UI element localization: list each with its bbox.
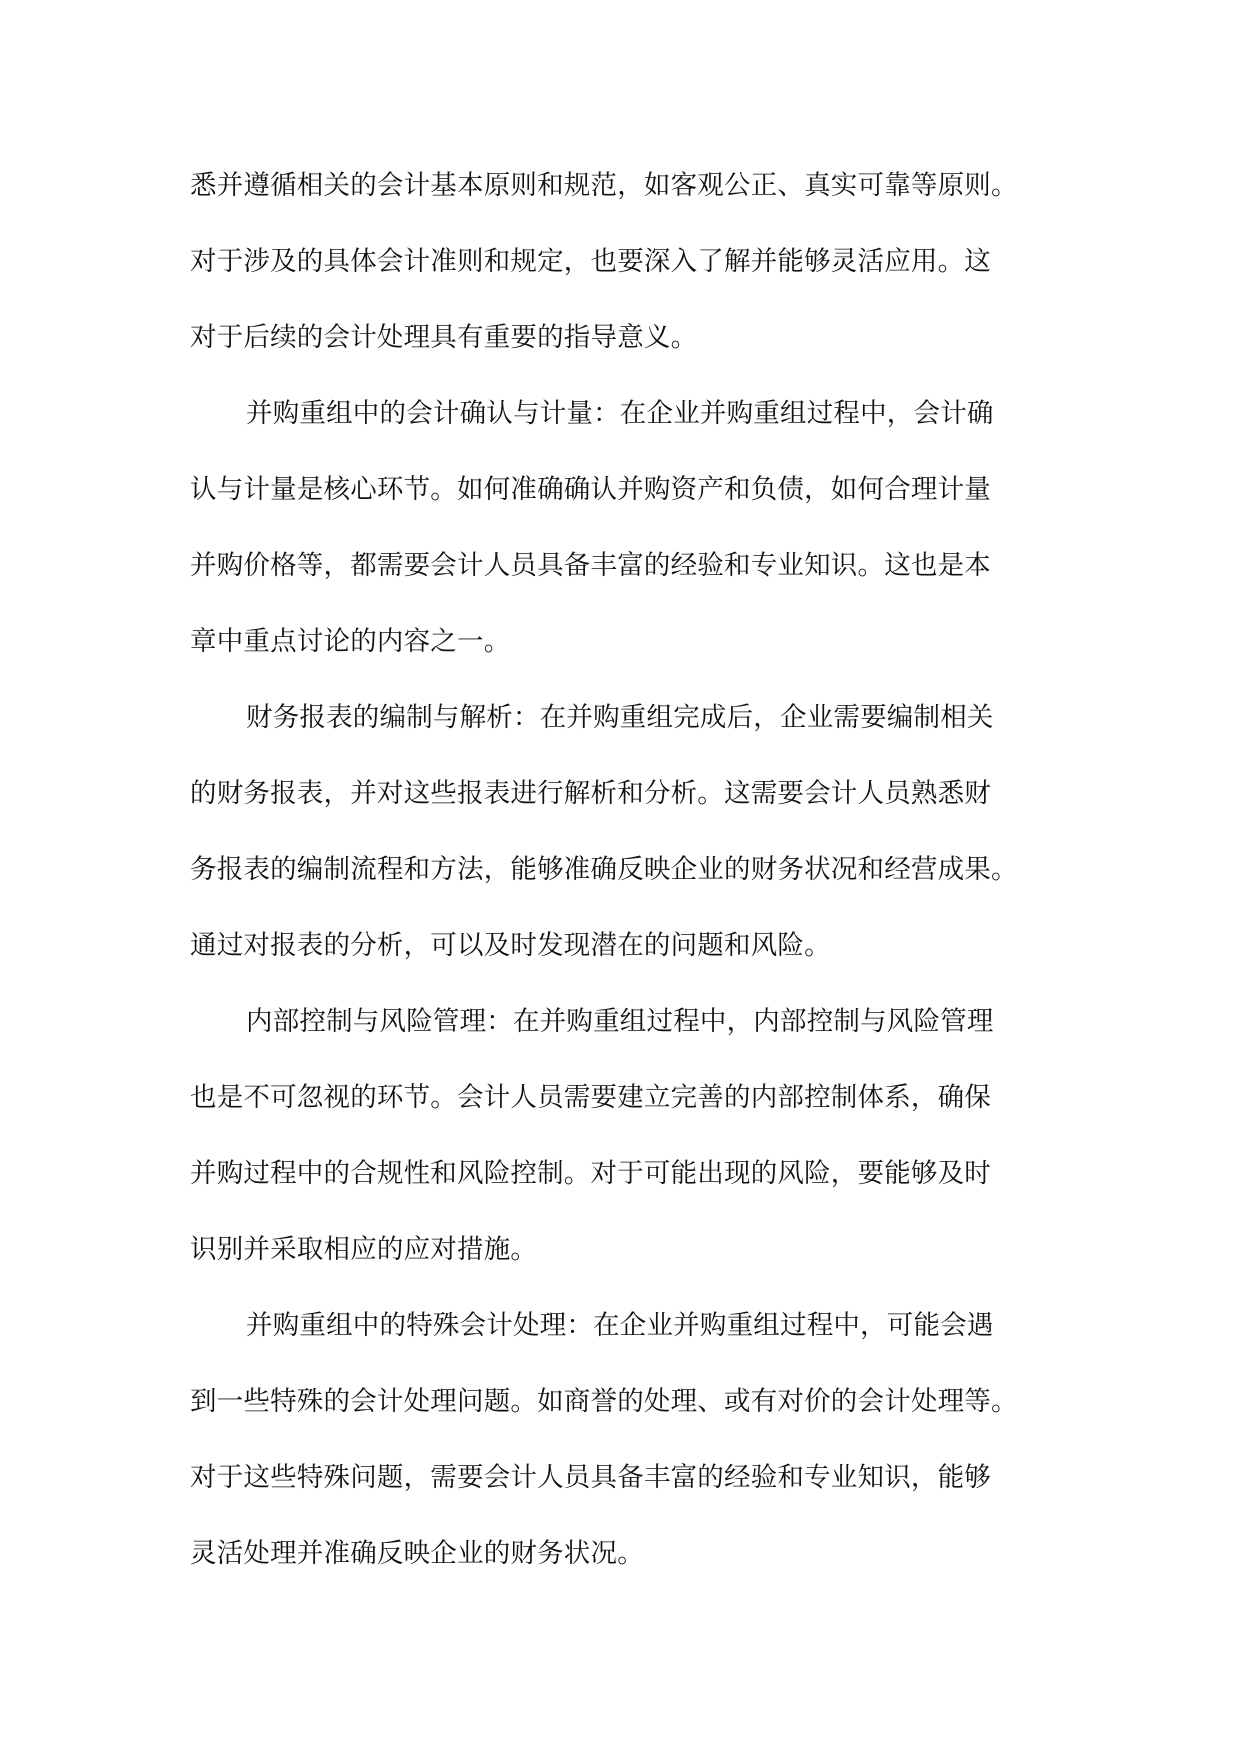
text-line: 对于涉及的具体会计准则和规定，也要深入了解并能够灵活应用。这	[190, 246, 991, 277]
text-line: 务报表的编制流程和方法，能够准确反映企业的财务状况和经营成果。	[190, 854, 1018, 885]
text-line: 也是不可忽视的环节。会计人员需要建立完善的内部控制体系，确保	[190, 1082, 991, 1113]
paragraph-start-line: 并购重组中的特殊会计处理：在企业并购重组过程中，可能会遇	[246, 1310, 994, 1341]
text-line: 并购价格等，都需要会计人员具备丰富的经验和专业知识。这也是本	[190, 550, 991, 581]
paragraph-start-line: 内部控制与风险管理：在并购重组过程中，内部控制与风险管理	[246, 1006, 994, 1037]
text-line: 对于这些特殊问题，需要会计人员具备丰富的经验和专业知识，能够	[190, 1462, 991, 1493]
text-line: 的财务报表，并对这些报表进行解析和分析。这需要会计人员熟悉财	[190, 778, 991, 809]
text-line: 对于后续的会计处理具有重要的指导意义。	[190, 322, 698, 353]
paragraph-start-line: 并购重组中的会计确认与计量：在企业并购重组过程中，会计确	[246, 398, 994, 429]
text-line: 到一些特殊的会计处理问题。如商誉的处理、或有对价的会计处理等。	[190, 1386, 1018, 1417]
text-line: 识别并采取相应的应对措施。	[190, 1234, 538, 1265]
text-line: 并购过程中的合规性和风险控制。对于可能出现的风险，要能够及时	[190, 1158, 991, 1189]
paragraph-start-line: 财务报表的编制与解析：在并购重组完成后，企业需要编制相关	[246, 702, 994, 733]
body-text	[190, 148, 1060, 1592]
text-line: 通过对报表的分析，可以及时发现潜在的问题和风险。	[190, 930, 831, 961]
text-line: 灵活处理并准确反映企业的财务状况。	[190, 1538, 644, 1569]
text-line: 认与计量是核心环节。如何准确确认并购资产和负债，如何合理计量	[190, 474, 991, 505]
text-line: 悉并遵循相关的会计基本原则和规范，如客观公正、真实可靠等原则。	[190, 170, 1018, 201]
text-line: 章中重点讨论的内容之一。	[190, 626, 511, 657]
